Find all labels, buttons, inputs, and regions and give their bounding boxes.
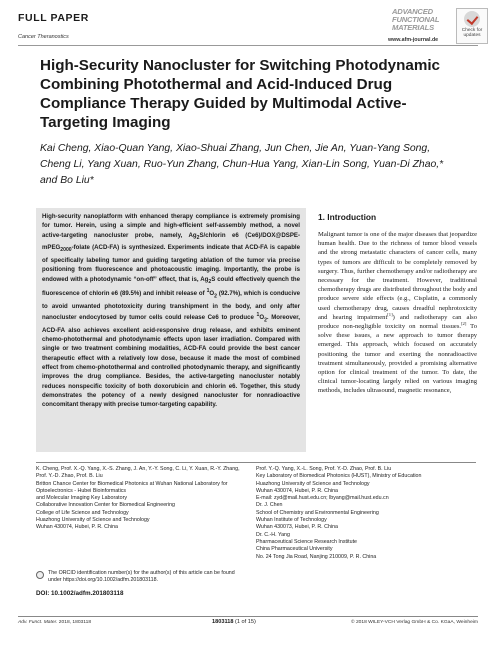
- footer-divider: [18, 616, 478, 617]
- abstract-text: High-security nanoplatform with enhanced therapy compliance is extremely promising for tumor. Herein, using a simple and high-efficient self-assembly method, a novel active-targeting nanocluster probe, namely, $Ag_2S$/chlorin e6 (Ce6)/DOX@DSPE-mPEG$_{2000}$-folate (ACD-FA) is synthesized. Experiments indicate that ACD-FA is capable of specifically labeling tumor and guiding targeting ablation of the tumor via precise positioning from fluorescence and photoacoustic imaging. Importantly, the probe is endowed with a photodynamic “on-off” effect, that is, $Ag_2S$ could effectively quench the fluorescence of chlorin e6 (89.5%) and inhibit release of $^1O_2$ (92.7%), which is conducive to avoid unwanted phototoxicity during transhipment in the body, and only after nanocluster endocytosed by tumor cells could release Ce6 to produce $^1O_2$. Moreover, ACD-FA also achieves excellent acid-responsive drug release, and exhibits eminent chemo-photothermal and photodynamic effects upon laser irradiation. Compared with single or two treatment combining modalities, ACD-FA could provide the best cancer therapeutic effect with a relatively low dose, because it made the most of combined effect from chemo-photothermal and controlled photodynamic therapy, and significantly improves the drug compliance. Besides, the active-targeting nanocluster notably reduces nonspecific toxicity of both doxorubicin and chlorin e6. Together, this study demonstrates the potency of a newly designed nanocluster for nonradioactive concomitant therapy with precise tumor-targeting capability.: [42, 213, 301, 409]
- affiliations-left: K. Cheng, Prof. X.-Q. Yang, X.-S. Zhang, J. An, Y.-Y. Song, C. Li, Y. Xuan, R.-Y. Zhang, Prof. Y.-D. Zhao, Prof. B. Liu Britton Chance Center for Biomedical Photonics at Wuhan National Laboratory for Optoelectronics - Hubei Bioinformatics and Molecular Imaging Key Laboratory Collaborative Innovation Center for Biomedical Engineering College of Life Science and Technology Huazhong University of Science and Technology Wuhan 430074, Hubei, P. R. China: [36, 466, 240, 531]
- affiliations-right: Prof. Y.-Q. Yang, X.-L. Song, Prof. Y.-D. Zhao, Prof. B. Liu Key Laboratory of Biomedical Photonics (HUST), Ministry of Education Huazhong University of Science and Technology Wuhan 430074, Hubei, P. R. China E-mail: zyd@mail.hust.edu.cn; lbyang@mail.hust.edu.cn Dr. J. Chen School of Chemistry and Environmental Engineering Wuhan Institute of Technology Wuhan 430073, Hubei, P. R. China Dr. C.-H. Yang Pharmaceutical Science Research Institute China Pharmaceutical University No. 24 Tong Jia Road, Nanjing 210009, P. R. China: [256, 466, 478, 561]
- orcid-icon: [36, 571, 44, 579]
- footer-citation: Adv. Funct. Mater. 2018, 1803118: [18, 620, 92, 625]
- affiliation-divider: [36, 462, 476, 463]
- citation-link[interactable]: [1]: [387, 311, 393, 317]
- introduction-text: Malignant tumor is one of the major diseases that jeopardize human health. Due to the richness of tumor blood vessels and the strong metastatic characters of cancer cells, many types of tumors are difficult to be completely removed by surgery. Thus, further chemotherapy and/or radiotherapy are necessary for the treatment. However, traditional chemotherapy drugs are distributed throughout the body and produce severe side effects (e.g., Cisplatin, a commonly used chemotherapy drug, causes dreadful nephrotoxicity and hearing impairment[1]) and radiotherapy can also produce non-negligible toxicity on normal tissues.[2] To solve these issues, a new approach to tumor therapy emerged. This approach, which focused on accurately positioning the tumor and exerting the nonradioactive treatment simultaneously, provided a promising alternative option for clinical treatment of the tumor. To date, the clinical tumor-locating largely relied on various imaging methods, includes ultrasound, magnetic resonance,: [318, 231, 477, 395]
- section-label: Cancer Theranostics: [18, 34, 69, 40]
- orcid-text[interactable]: The ORCID identification number(s) for the author(s) of this article can be found under https://doi.org/10.1002/adfm.201803118.: [48, 570, 235, 584]
- check-updates-icon: [464, 11, 480, 27]
- introduction-heading: 1. Introduction: [318, 212, 377, 222]
- orcid-notice: [36, 570, 248, 585]
- check-for-updates-button[interactable]: [456, 8, 488, 44]
- copyright-notice: © 2018 WILEY-VCH Verlag GmbH & Co. KGaA, Weinheim: [350, 620, 478, 625]
- article-type-label: FULL PAPER: [18, 12, 89, 24]
- journal-logo-line2: FUNCTIONAL MATERIALS: [392, 15, 440, 32]
- check-updates-line2: updates: [463, 33, 481, 39]
- author-list: Kai Cheng, Xiao-Quan Yang, Xiao-Shuai Zhang, Jun Chen, Jie An, Yuan-Yang Song, Cheng Li, Yang Xuan, Ruo-Yun Zhang, Chun-Hua Yang, Xian-Lin Song, Yuan-Di Zhao,* and Bo Liu*: [40, 143, 444, 186]
- citation-link[interactable]: [2]: [461, 320, 467, 326]
- article-title: High-Security Nanocluster for Switching Photodynamic Combining Photothermal and Acid-Induced Drug Compliance Therapy Guided by Multimodal Active-Targeting Imaging: [40, 57, 440, 131]
- check-updates-line1: Check for: [461, 28, 483, 33]
- abstract-box: [36, 208, 306, 452]
- page-number: 1803118 (1 of 15): [212, 619, 256, 625]
- corresponding-email[interactable]: E-mail: zyd@mail.hust.edu.cn; lbyang@mail.hust.edu.cn: [256, 495, 389, 502]
- header-divider: [18, 45, 478, 46]
- doi-link[interactable]: DOI: 10.1002/adfm.201803118: [36, 590, 124, 597]
- journal-logo-line1: ADVANCED: [392, 7, 433, 16]
- journal-logo[interactable]: [392, 8, 454, 36]
- journal-url-link[interactable]: www.afm-journal.de: [388, 37, 439, 43]
